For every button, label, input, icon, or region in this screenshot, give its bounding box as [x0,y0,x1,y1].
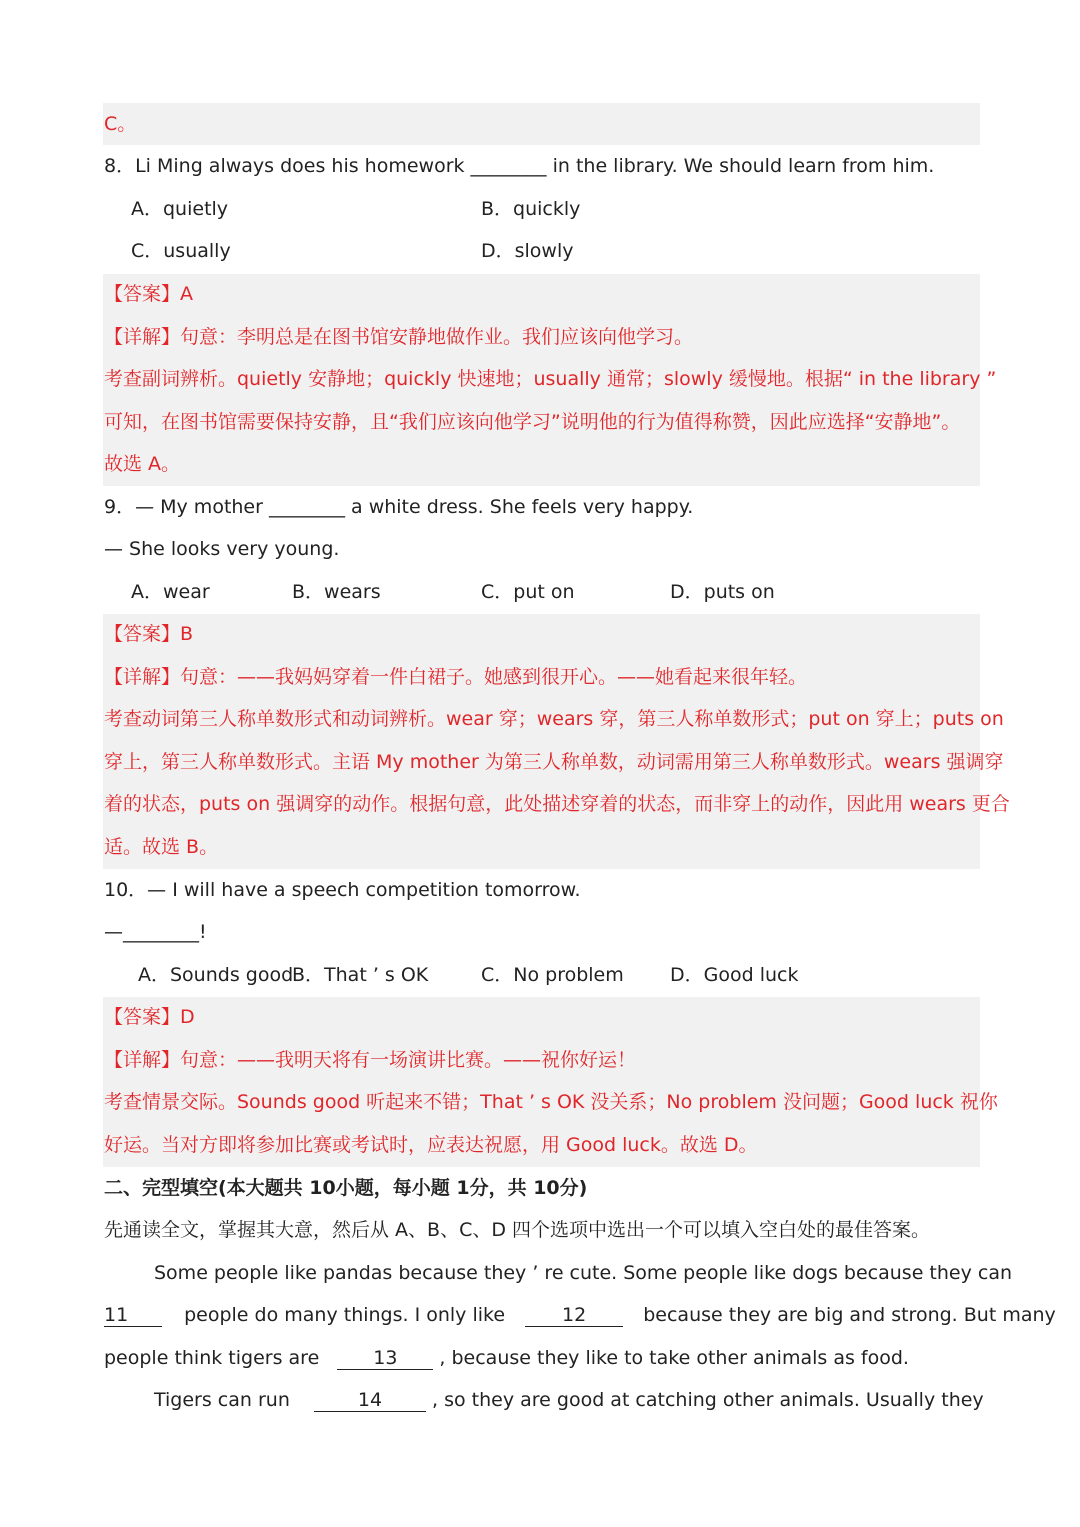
q10-stem: 10．— I will have a speech competition tomorrow. [104,879,581,901]
q8-option-b: B．quickly [481,198,581,220]
q9-reply: — She looks very young. [104,538,340,560]
section-instruction: 先通读全文，掌握其大意，然后从 A、B、C、D 四个选项中选出一个可以填入空白处的最佳答案。 [104,1219,931,1241]
q8-option-d: D．slowly [481,240,574,262]
passage-text: people think tigers are [104,1347,320,1369]
q10-option-b: B．That ’ s OK [292,964,429,986]
q10-answer: 【答案】D [104,1006,195,1028]
passage-text: , so they are good at catching other animals. Usually they [432,1389,984,1411]
q8-explain-line: 考查副词辨析。quietly 安静地；quickly 快速地；usually 通常；slowly 缓慢地。根据“ in the library ” [104,368,997,390]
q9-option-d: D．puts on [670,581,775,603]
section-heading: 二、完型填空(本大题共 10小题，每小题 1分，共 10分) [104,1177,588,1199]
q9-answer: 【答案】B [104,623,194,645]
q9-explain-line: 【详解】句意：——我妈妈穿着一件白裙子。她感到很开心。——她看起来很年轻。 [104,666,808,688]
q9-option-b: B．wears [292,581,381,603]
q10-option-a: A．Sounds good [138,964,294,986]
passage-line: Some people like pandas because they ’ re cute. Some people like dogs because they can [154,1262,1013,1284]
passage-text: , because they like to take other animals as food. [439,1347,909,1369]
q8-option-c: C．usually [131,240,231,262]
q8-explain-line: 可知，在图书馆需要保持安静，且“我们应该向他学习”说明他的行为值得称赞，因此应选择“安静地”。 [104,411,961,433]
q9-explain-line: 穿上，第三人称单数形式。主语 My mother 为第三人称单数，动词需用第三人称单数形式。wears 强调穿 [104,751,1004,773]
q9-explain-line: 考查动词第三人称单数形式和动词辨析。wear 穿；wears 穿，第三人称单数形式；put on 穿上；puts on [104,708,1004,730]
passage-text: because they are big and strong. But many [643,1304,1056,1326]
answer-block-q9 [103,614,980,869]
passage-text: people do many things. I only like [184,1304,506,1326]
passage-line [154,1387,984,1413]
cloze-blank-11[interactable]: 11 [104,1304,162,1327]
q8-option-a: A．quietly [131,198,229,220]
q10-option-c: C．No problem [481,964,624,986]
passage-line [104,1302,1056,1328]
q10-reply: —________! [104,921,207,943]
prev-answer-tail: C。 [104,113,137,135]
q9-option-a: A．wear [131,581,210,603]
cloze-blank-14[interactable]: 14 [314,1389,426,1412]
cloze-blank-12[interactable]: 12 [525,1304,623,1327]
q8-explain-line: 故选 A。 [104,453,181,475]
passage-line [104,1345,909,1371]
q10-explain-line: 【详解】句意：——我明天将有一场演讲比赛。——祝你好运！ [104,1049,637,1071]
answer-block-prev [103,103,980,145]
q8-stem: 8．Li Ming always does his homework ________ in the library. We should learn from him. [104,155,935,177]
q10-explain-line: 好运。当对方即将参加比赛或考试时，应表达祝愿，用 Good luck。故选 D。 [104,1134,758,1156]
cloze-blank-13[interactable]: 13 [337,1347,433,1370]
q8-answer: 【答案】A [104,283,193,305]
q10-explain-line: 考查情景交际。Sounds good 听起来不错；That ’ s OK 没关系；No problem 没问题；Good luck 祝你 [104,1091,998,1113]
q9-explain-line: 着的状态，puts on 强调穿的动作。根据句意，此处描述穿着的状态，而非穿上的动作，因此用 wears 更合 [104,793,1010,815]
q9-option-c: C．put on [481,581,575,603]
q10-option-d: D．Good luck [670,964,799,986]
q9-stem: 9．— My mother ________ a white dress. She feels very happy. [104,496,694,518]
passage-text: Tigers can run [154,1389,290,1411]
q9-explain-line: 适。故选 B。 [104,836,219,858]
q8-explain-line: 【详解】句意：李明总是在图书馆安静地做作业。我们应该向他学习。 [104,326,694,348]
